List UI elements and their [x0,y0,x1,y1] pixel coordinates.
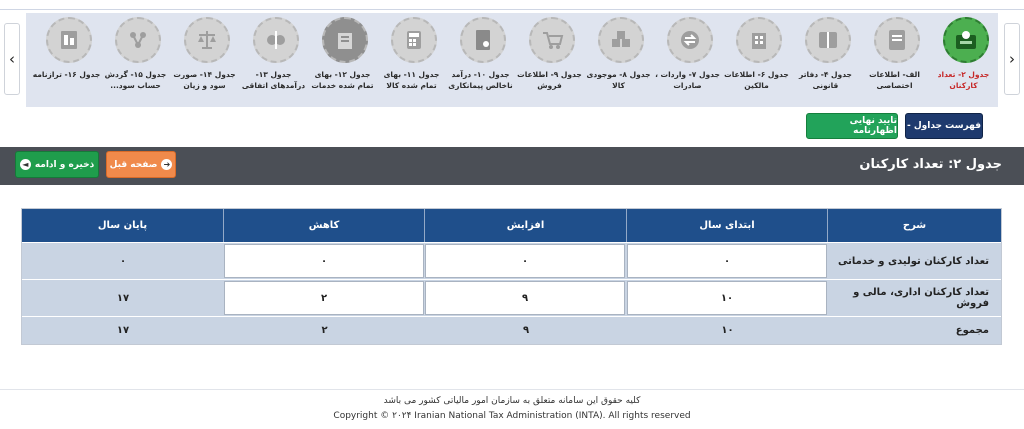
arrow-left-icon: ◄ [20,159,31,170]
step-item[interactable] [101,13,170,107]
balance-sheet-icon [46,17,92,63]
step-label: جدول ۸- موجودی کالا [586,70,651,90]
decrease-input[interactable]: ۲ [224,281,424,315]
step-label: جدول ۱۰- درآمد ناخالص پیمانکاری [448,70,513,90]
step-item[interactable] [32,13,101,107]
step-item[interactable] [239,13,308,107]
arrow-right-icon: ➔ [161,159,172,170]
step-label: جدول ۱۶- ترازنامه [32,70,101,79]
step-label: جدول ۱۳- درآمدهای اتفاقی [241,70,306,90]
step-item[interactable] [653,13,722,107]
step-item[interactable] [929,13,998,107]
total-label: مجموع [955,325,989,336]
final-confirm-button[interactable] [806,113,898,139]
step-label: جدول ۹- اطلاعات فروش [517,70,582,90]
header-decrease: کاهش [224,209,425,242]
total-end: ۱۷ [116,325,130,336]
start-input[interactable]: ۱۰ [627,281,827,315]
step-label: جدول ۱۱- بهای تمام شده کالا [383,70,440,90]
inventory-icon [598,17,644,63]
step-label: جدول ۱۴- صورت سود و زیان [173,70,236,90]
building-icon [736,17,782,63]
top-border [0,0,1024,10]
income-icon [253,17,299,63]
step-label: جدول ۱۲- بهای تمام شده خدمات [311,70,374,90]
page-title: جدول ۲: تعداد کارکنان [859,157,1002,172]
step-label: جدول ۲- تعداد کارکنان [937,70,990,90]
step-item[interactable] [860,13,929,107]
employees-table [21,208,1002,345]
step-item[interactable] [584,13,653,107]
decrease-input[interactable]: ۰ [224,244,424,278]
contract-icon [460,17,506,63]
total-decrease: ۲ [321,325,328,336]
step-item[interactable] [791,13,860,107]
total-increase: ۹ [522,325,530,336]
chevron-right-icon: › [1009,50,1015,68]
step-label: جدول ۷- واردات ، صادرات [655,70,720,90]
total-start: ۱۰ [721,325,734,336]
services-icon [322,17,368,63]
calculator-icon [391,17,437,63]
save-continue-button[interactable] [15,151,99,178]
prev-page-button[interactable] [106,151,176,178]
step-item[interactable] [377,13,446,107]
step-item[interactable] [170,13,239,107]
scroll-left-button[interactable] [4,23,20,95]
end-value: ۱۷ [116,292,130,304]
step-label: الف- اطلاعات اختصاصی [869,70,920,90]
end-value: ۰ [119,255,127,267]
step-label: جدول ۶- اطلاعات مالکین [724,70,789,90]
scale-icon [184,17,230,63]
save-continue-label: ذخیره و ادامه [34,159,95,170]
increase-input[interactable]: ۹ [425,281,625,315]
chevron-left-icon: ‹ [9,50,15,68]
tables-menu-label: فهرست جداول - [907,121,981,131]
employees-icon [943,17,989,63]
step-label: جدول ۴- دفاتر قانونی [799,70,852,90]
document-icon [874,17,920,63]
footer-rights: کلیه حقوق این سامانه متعلق به سازمان امور مالیاتی کشور می باشد [383,396,641,406]
book-icon [805,17,851,63]
flow-icon [115,17,161,63]
sales-icon [529,17,575,63]
final-confirm-label: تایید نهایی اظهارنامه [849,116,897,136]
step-item[interactable] [446,13,515,107]
increase-input[interactable]: ۰ [425,244,625,278]
header-start: ابتدای سال [627,209,828,242]
header-increase: افزایش [425,209,627,242]
step-item[interactable] [308,13,377,107]
scroll-right-button[interactable] [1004,23,1020,95]
footer-divider [0,389,1024,390]
prev-page-label: صفحه قبل [109,159,158,170]
step-item[interactable] [515,13,584,107]
exchange-icon [667,17,713,63]
tables-menu-button[interactable] [905,113,983,139]
row-label: تعداد کارکنان تولیدی و خدماتی [838,255,989,267]
steps-strip [26,13,998,107]
step-item[interactable] [722,13,791,107]
step-label: جدول ۱۵- گردش حساب سود... [104,70,167,90]
header-end: پایان سال [22,209,224,242]
header-description: شرح [828,209,1001,242]
row-label: تعداد کارکنان اداری، مالی و فروش [853,287,989,309]
footer-copyright: Copyright © ۲۰۲۴ Iranian National Tax Administration (INTA). All rights reserved [333,411,691,421]
start-input[interactable]: ۰ [627,244,827,278]
